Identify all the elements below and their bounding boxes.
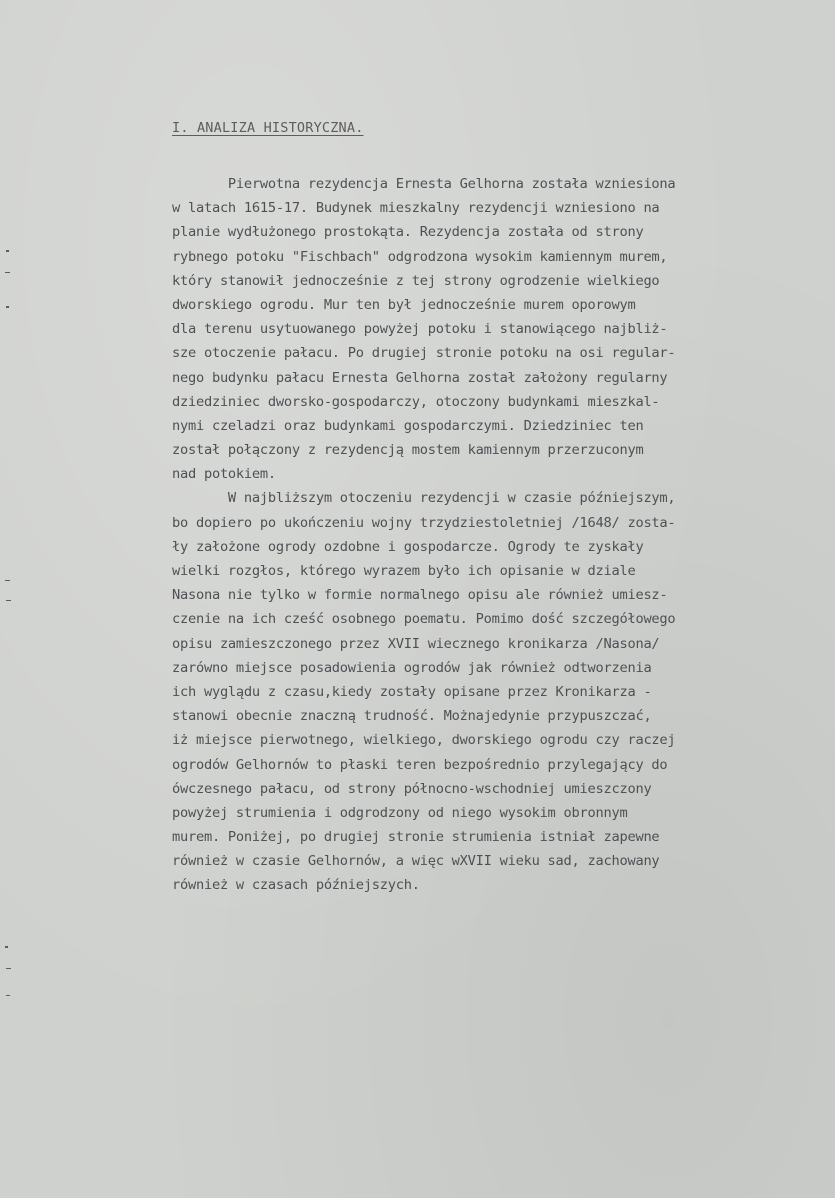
- text-line: stanowi obecnie znaczną trudność. Możnajedynie przypuszczać,: [172, 708, 652, 725]
- margin-mark: [6, 968, 11, 969]
- text-line: Nasona nie tylko w formie normalnego opisu ale również umiesz-: [172, 587, 668, 604]
- margin-mark: [5, 580, 10, 581]
- text-line: sze otoczenie pałacu. Po drugiej stronie potoku na osi regular-: [172, 345, 676, 362]
- text-line: W najbliższym otoczeniu rezydencji w czasie późniejszym,: [172, 490, 676, 507]
- text-line: iż miejsce pierwotnego, wielkiego, dworskiego ogrodu czy raczej: [172, 732, 676, 749]
- text-line: w latach 1615-17. Budynek mieszkalny rezydencji wzniesiono na: [172, 200, 660, 217]
- text-line: nymi czeladzi oraz budynkami gospodarczymi. Dziedziniec ten: [172, 417, 644, 434]
- margin-mark: [6, 306, 9, 308]
- text-line: ich wyglądu z czasu,kiedy zostały opisane przez Kronikarza -: [172, 683, 652, 700]
- margin-mark: [5, 946, 8, 948]
- margin-mark: [6, 600, 11, 601]
- text-line: został połączony z rezydencją mostem kamiennym przerzuconym: [172, 442, 644, 459]
- body-text: [172, 172, 812, 898]
- text-line: powyżej strumienia i odgrodzony od niego wysokim obronnym: [172, 804, 628, 821]
- text-line: nad potokiem.: [172, 466, 276, 483]
- text-line: dziedziniec dworsko-gospodarczy, otoczony budynkami mieszkal-: [172, 393, 660, 410]
- text-line: zarówno miejsce posadowienia ogrodów jak również odtworzenia: [172, 659, 652, 676]
- text-line: opisu zamieszczonego przez XVII wiecznego kronikarza /Nasona/: [172, 635, 660, 652]
- text-line: wielki rozgłos, którego wyrazem było ich opisanie w dziale: [172, 563, 636, 579]
- text-line: również w czasie Gelhornów, a więc wXVII wieku sad, zachowany: [172, 853, 660, 870]
- margin-mark: [5, 272, 10, 273]
- text-line: również w czasach późniejszych.: [172, 877, 420, 894]
- text-line: ogrodów Gelhornów to płaski teren bezpośrednio przylegający do: [172, 756, 668, 773]
- text-line: czenie na ich cześć osobnego poematu. Pomimo dość szczegółowego: [172, 611, 676, 628]
- margin-mark: [6, 995, 10, 996]
- text-line: bo dopiero po ukończeniu wojny trzydziestoletniej /1648/ zosta-: [172, 514, 676, 531]
- text-line: ówczesnego pałacu, od strony północno-wschodniej umieszczony: [172, 780, 652, 797]
- text-line: który stanowił jednocześnie z tej strony ogrodzenie wielkiego: [172, 272, 660, 289]
- margin-mark: [6, 250, 9, 252]
- text-line: dla terenu usytuowanego powyżej potoku i stanowiącego najbliż-: [172, 321, 668, 338]
- text-line: nego budynku pałacu Ernesta Gelhorna został założony regularny: [172, 369, 668, 386]
- section-heading: I. ANALIZA HISTORYCZNA.: [172, 120, 364, 136]
- text-line: murem. Poniżej, po drugiej stronie strumienia istniał zapewne: [172, 829, 660, 846]
- text-line: planie wydłużonego prostokąta. Rezydencja została od strony: [172, 224, 644, 241]
- text-line: rybnego potoku "Fischbach" odgrodzona wysokim kamiennym murem,: [172, 248, 668, 265]
- text-line: Pierwotna rezydencja Ernesta Gelhorna została wzniesiona: [172, 176, 676, 192]
- text-line: ły założone ogrody ozdobne i gospodarcze. Ogrody te zyskały: [172, 538, 644, 555]
- margin-hole-marks: [0, 0, 20, 1198]
- text-line: dworskiego ogrodu. Mur ten był jednocześnie murem oporowym: [172, 296, 636, 313]
